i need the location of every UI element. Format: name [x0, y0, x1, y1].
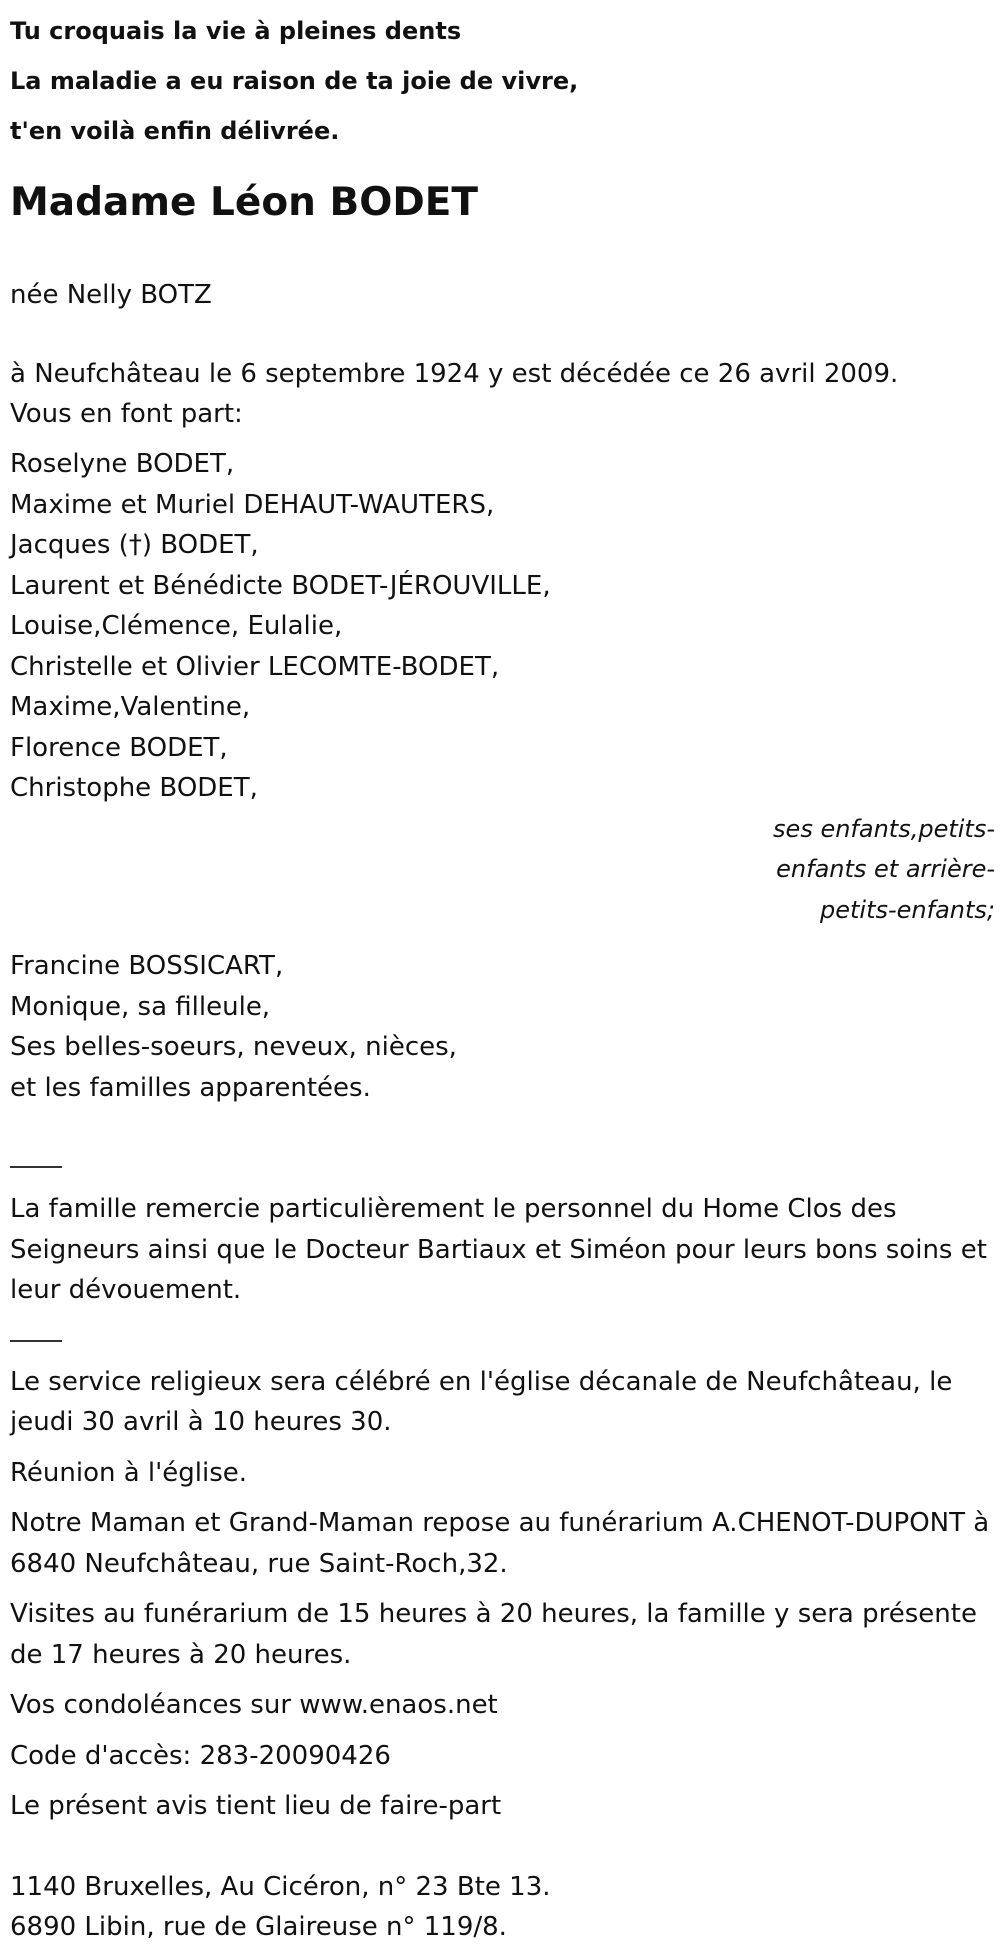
intro-line-1: Tu croquais la vie à pleines dents	[10, 17, 462, 45]
condolences-link: Vos condoléances sur www.enaos.net	[10, 1690, 498, 1720]
intro-poem	[10, 0, 995, 156]
addresses	[10, 1867, 995, 1948]
service-ceremony: Le service religieux sera célébré en l'église décanale de Neufchâteau, le jeudi 30 avril à 10 heures 30.	[10, 1366, 953, 1437]
family-member: Florence BODET,	[10, 732, 228, 763]
family-member: Roselyne BODET,	[10, 449, 235, 479]
deceased-name: Madame Léon BODET	[10, 180, 478, 225]
relative: Ses belles-soeurs, neveux, nièces,	[10, 1032, 457, 1062]
service-meeting: Réunion à l'église.	[10, 1457, 248, 1488]
visiting-hours: Visites au funérarium de 15 heures à 20 heures, la famille y sera présente de 17 heures à 20 heures.	[10, 1599, 977, 1670]
intro-line-2: La maladie a eu raison de ta joie de vivre,	[10, 67, 579, 95]
relative: Monique, sa filleule,	[10, 991, 271, 1022]
family-member: Christelle et Olivier LECOMTE-BODET,	[10, 651, 500, 682]
family-member: Louise,Clémence, Eulalie,	[10, 611, 343, 641]
notice-text: Le présent avis tient lieu de faire-part	[10, 1791, 502, 1821]
relative: Francine BOSSICART,	[10, 951, 284, 981]
relation-line-2: enfants et arrière-	[776, 855, 995, 883]
announce-label: Vous en font part:	[10, 399, 243, 429]
family-list	[10, 444, 995, 809]
birth-death-line: à Neufchâteau le 6 septembre 1924 y est décédée ce 26 avril 2009.	[10, 359, 899, 389]
separator-rule	[10, 1166, 62, 1168]
obituary-notice	[10, 0, 995, 1948]
family-member: Jacques (†) BODET,	[10, 530, 259, 560]
address-line: 1140 Bruxelles, Au Cicéron, n° 23 Bte 13.	[10, 1871, 551, 1902]
family-member: Laurent et Bénédicte BODET-JÉROUVILLE,	[10, 570, 551, 601]
maiden-name: née Nelly BOTZ	[10, 280, 212, 310]
thanks-paragraph: La famille remercie particulièrement le personnel du Home Clos des Seigneurs ainsi que le Docteur Bartiaux et Siméon pour leurs bons soins et leur dévouement.	[10, 1194, 987, 1305]
access-code: Code d'accès: 283-20090426	[10, 1740, 391, 1771]
intro-line-3: t'en voilà enfin délivrée.	[10, 117, 340, 145]
relation-line-1: ses enfants,petits-	[773, 814, 995, 843]
family-member: Christophe BODET,	[10, 773, 258, 803]
family-member: Maxime et Muriel DEHAUT-WAUTERS,	[10, 489, 495, 520]
other-relatives-list	[10, 946, 995, 1108]
family-member: Maxime,Valentine,	[10, 692, 251, 722]
separator-rule	[10, 1340, 62, 1342]
relative: et les familles apparentées.	[10, 1072, 371, 1103]
address-line: 6890 Libin, rue de Glaireuse n° 119/8.	[10, 1912, 507, 1942]
relation-line-3: petits-enfants;	[820, 895, 995, 924]
repose-location: Notre Maman et Grand-Maman repose au funérarium A.CHENOT-DUPONT à 6840 Neufchâteau, rue Saint-Roch,32.	[10, 1508, 990, 1579]
relation-note	[10, 809, 995, 931]
